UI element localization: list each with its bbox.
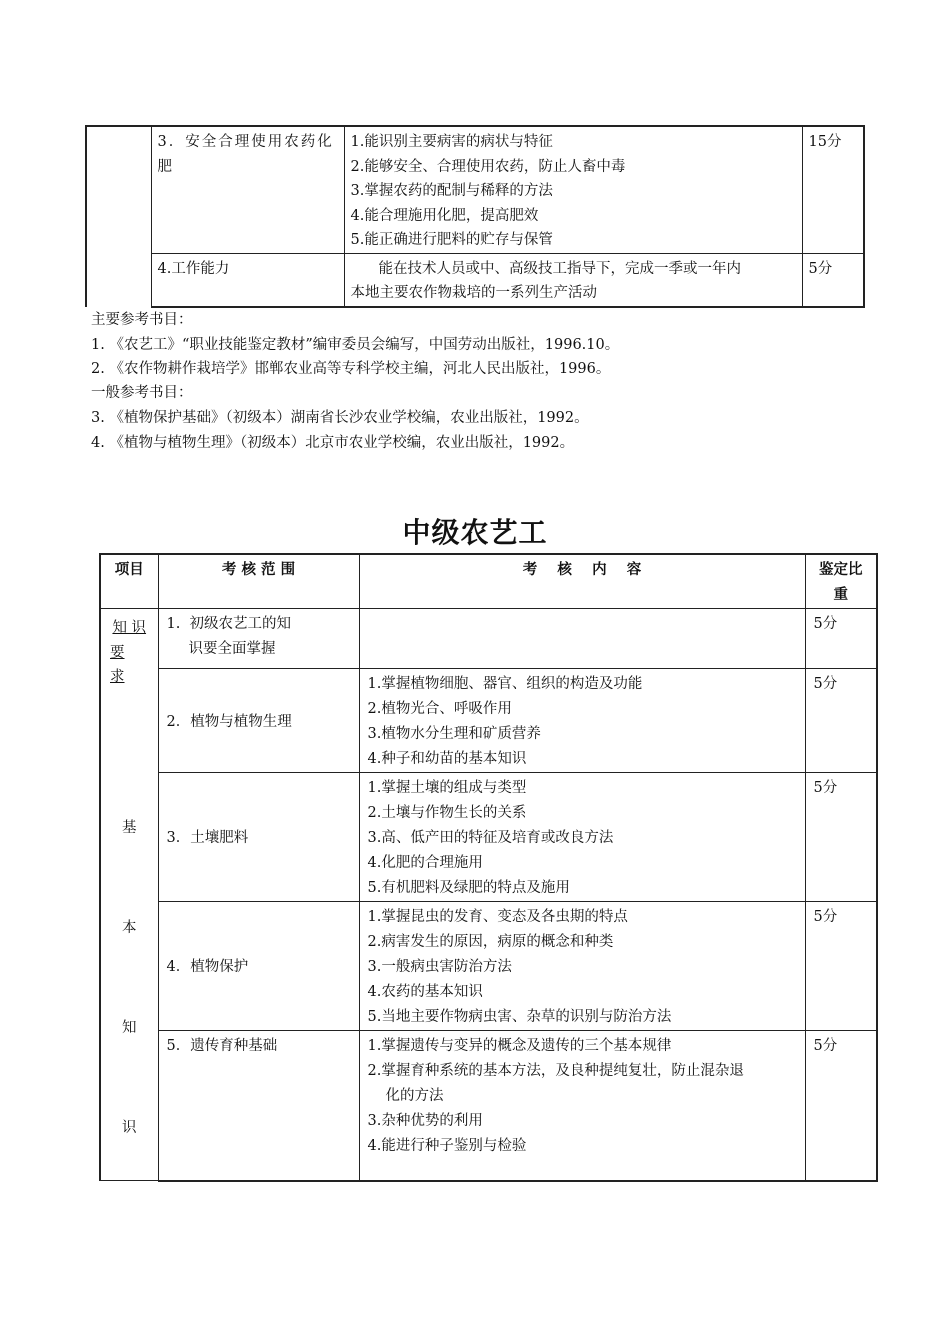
table-row (100, 609, 877, 669)
content-line: 2.病害发生的原因，病原的概念和种类 (367, 934, 614, 950)
content-line: 5.有机肥料及绿肥的特点及施用 (367, 880, 570, 896)
project-vertical-char: 基 (122, 820, 137, 836)
content-line: 5.能正确进行肥料的贮存与保管 (350, 232, 553, 248)
page-title: 中级农艺工 (402, 516, 548, 549)
project-label-underlined (101, 616, 158, 690)
table-row (100, 669, 877, 773)
table-row (100, 773, 877, 902)
project-vertical-char: 本 (122, 920, 137, 936)
content-line: 3.一般病虫害防治方法 (367, 959, 512, 975)
content-line: 4.化肥的合理施用 (367, 855, 483, 871)
content-line: 3.杂种优势的利用 (367, 1113, 483, 1129)
content-line: 2.植物光合、呼吸作用 (367, 701, 512, 717)
scope-line: 1. 初级农艺工的知 (166, 616, 292, 632)
content-line: 4.能进行种子鉴别与检验 (367, 1138, 527, 1154)
content-cell (359, 902, 805, 1031)
scope-cell (151, 126, 344, 253)
scope-line: 识要全面掌握 (188, 641, 276, 657)
scope-cell: 2．植物与植物生理 (158, 669, 359, 773)
content-cell (359, 669, 805, 773)
header-content: 考 核 内 容 (359, 554, 805, 609)
scope-cell: 3．土壤肥料 (158, 773, 359, 902)
content-line: 3.植物水分生理和矿质营养 (367, 726, 541, 742)
content-line: 本地主要农作物栽培的一系列生产活动 (350, 285, 597, 301)
content-line: 4.能合理施用化肥，提高肥效 (350, 207, 539, 224)
project-label-line: 求 (110, 669, 125, 685)
content-line: 1.能识别主要病害的病状与特征 (350, 134, 553, 150)
content-line: 3.掌握农药的配制与稀释的方法 (350, 183, 553, 199)
table-row (86, 126, 864, 253)
scope-cell: 4.工作能力 (151, 253, 344, 307)
header-scope: 考 核 范 围 (158, 554, 359, 609)
project-label-line: 要 (110, 644, 125, 661)
project-label-line: 知 识 (112, 620, 147, 636)
reference-item: 3. 《植物保护基础》（初级本）湖南省长沙农业学校编，农业出版社，1992。 (91, 410, 589, 426)
content-line: 5.当地主要作物病虫害、杂草的识别与防治方法 (367, 1009, 672, 1025)
content-line: 化的方法 (385, 1088, 444, 1104)
reference-item: 4. 《植物与植物生理》（初级本）北京市农业学校编，农业出版社，1992。 (91, 435, 575, 451)
score-cell: 5分 (805, 669, 877, 773)
content-cell (359, 609, 805, 669)
table-header-row (100, 554, 877, 609)
scope-text: 3．安全合理使用农药化肥 (157, 134, 334, 175)
score-cell: 5分 (802, 253, 864, 307)
score-cell: 5分 (805, 773, 877, 902)
reference-item: 1. 《农艺工》“职业技能鉴定教材”编审委员会编写，中国劳动出版社，1996.10。 (91, 337, 620, 353)
content-cell (344, 126, 802, 253)
table-row (100, 1031, 877, 1181)
reference-item: 2. 《农作物耕作栽培学》邯郸农业高等专科学校主编，河北人民出版社，1996。 (91, 361, 611, 377)
header-weight (805, 554, 877, 609)
scope-cell (158, 609, 359, 669)
score-cell: 5分 (805, 1031, 877, 1181)
content-line: 1.掌握昆虫的发育、变态及各虫期的特点 (367, 909, 628, 925)
table-row (86, 253, 864, 307)
content-line: 4.农药的基本知识 (367, 984, 483, 1000)
project-vertical-char: 识 (122, 1120, 137, 1136)
score-cell: 5分 (805, 609, 877, 669)
project-cell-empty (86, 126, 151, 307)
header-project: 项目 (100, 554, 158, 609)
header-weight-line: 鉴定比 (819, 562, 863, 578)
table-row (100, 902, 877, 1031)
content-line: 2.掌握育种系统的基本方法，及良种提纯复壮，防止混杂退 (367, 1063, 744, 1079)
score-cell: 5分 (805, 902, 877, 1031)
content-line: 2.土壤与作物生长的关系 (367, 805, 527, 821)
content-line: 3.高、低产田的特征及培育或改良方法 (367, 830, 614, 846)
assessment-table (99, 553, 878, 1182)
content-line: 1.掌握遗传与变异的概念及遗传的三个基本规律 (367, 1038, 672, 1054)
content-cell (359, 1031, 805, 1181)
content-line: 4.种子和幼苗的基本知识 (367, 751, 527, 767)
general-references-heading: 一般参考书目： (91, 385, 193, 401)
content-line: 1.掌握植物细胞、器官、组织的构造及功能 (367, 676, 643, 692)
content-line: 2.能够安全、合理使用农药，防止人畜中毒 (350, 158, 626, 175)
project-vertical-char: 知 (122, 1020, 137, 1036)
project-cell (100, 609, 158, 1181)
content-line: 能在技术人员或中、高级技工指导下，完成一季或一年内 (378, 260, 741, 277)
continuation-table (85, 125, 865, 308)
content-cell (344, 253, 802, 307)
content-line: 1.掌握土壤的组成与类型 (367, 780, 527, 796)
main-references-heading: 主要参考书目： (91, 312, 193, 328)
content-cell (359, 773, 805, 902)
header-weight-line: 重 (833, 587, 848, 603)
scope-cell: 4．植物保护 (158, 902, 359, 1031)
scope-cell: 5．遗传育种基础 (158, 1031, 359, 1181)
score-cell: 15分 (802, 126, 864, 253)
